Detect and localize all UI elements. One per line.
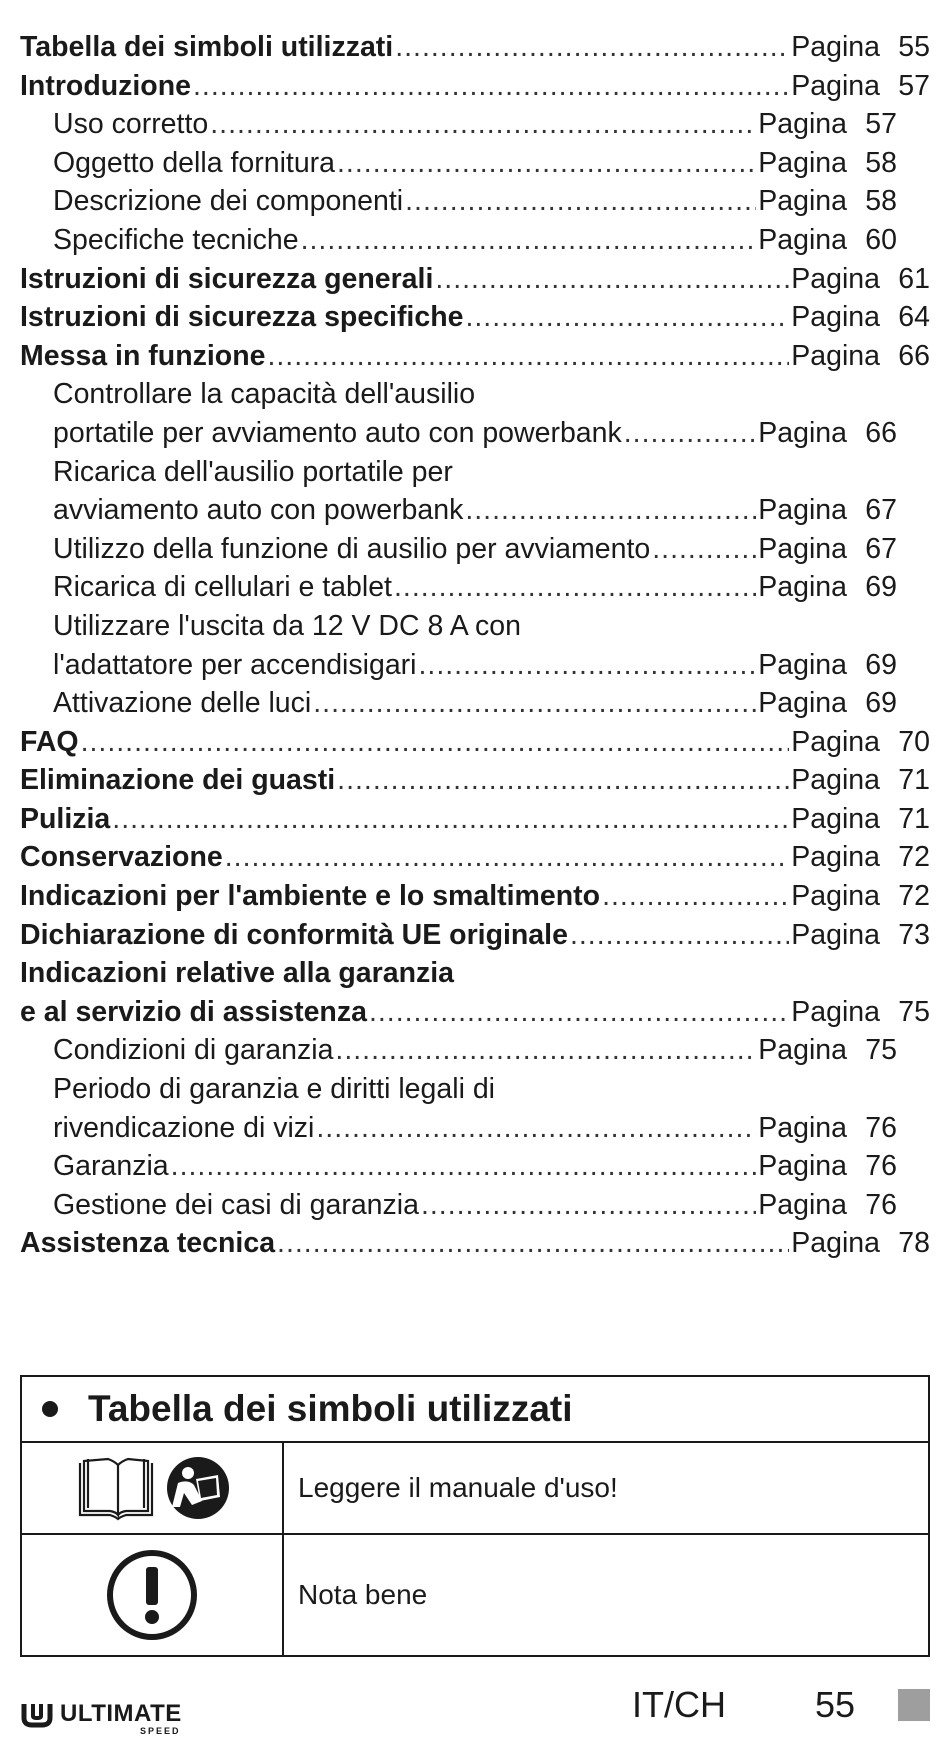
toc-page-number: 69	[865, 687, 897, 720]
toc-entry	[20, 646, 930, 685]
toc-page-ref	[758, 491, 897, 530]
toc-page-number: 78	[898, 1227, 930, 1260]
toc-page-ref	[791, 993, 930, 1032]
toc-entry	[20, 298, 930, 337]
toc-entry	[20, 607, 930, 646]
symbol-description: Leggere il manuale d'uso!	[298, 1472, 618, 1503]
toc-leader-dots	[570, 916, 789, 955]
toc-entry-title: Indicazioni per l'ambiente e lo smaltimento	[20, 880, 601, 913]
toc-entry-title: Oggetto della fornitura	[53, 146, 336, 179]
toc-leader-dots	[301, 221, 757, 260]
toc-entry	[20, 800, 930, 839]
symbol-icon-cell	[22, 1443, 284, 1533]
toc-page-word: Pagina	[791, 725, 880, 758]
toc-page-number: 55	[898, 31, 930, 63]
toc-entry-title: Conservazione	[20, 841, 223, 874]
toc-page-word: Pagina	[758, 1034, 847, 1067]
toc-entry-title: Tabella dei simboli utilizzati	[20, 31, 394, 63]
toc-entry-title: Periodo di garanzia e diritti legali di	[53, 1073, 496, 1106]
toc-page-word: Pagina	[758, 108, 847, 141]
toc-entry-title: Assistenza tecnica	[20, 1227, 276, 1260]
toc-entry-title: Introduzione	[20, 69, 191, 102]
toc-entry	[20, 375, 930, 414]
toc-page-word: Pagina	[758, 185, 847, 218]
toc-entry	[20, 1224, 930, 1263]
toc-page-word: Pagina	[758, 1111, 847, 1144]
toc-leader-dots	[419, 646, 757, 685]
toc-entry-title: Controllare la capacità dell'ausilio	[53, 378, 476, 411]
toc-leader-dots	[267, 337, 789, 376]
symbol-description: Nota bene	[298, 1579, 428, 1610]
toc-page-word: Pagina	[791, 339, 880, 372]
toc-page-ref	[758, 1147, 897, 1186]
toc-page-word: Pagina	[758, 223, 847, 256]
toc-entry-title: Messa in funzione	[20, 339, 266, 372]
toc-page-ref	[791, 761, 930, 800]
toc-entry-title: Dichiarazione di conformità UE originale	[20, 918, 568, 951]
toc-page-ref	[758, 530, 897, 569]
toc-page-number: 57	[898, 69, 930, 102]
toc-page-ref	[791, 1224, 930, 1263]
toc-leader-dots	[337, 761, 789, 800]
bullet-icon	[42, 1401, 58, 1417]
toc-entry	[20, 568, 930, 607]
toc-page-number: 75	[898, 995, 930, 1028]
symbols-table	[20, 1375, 930, 1657]
toc-entry-title: rivendicazione di vizi	[53, 1111, 315, 1144]
toc-leader-dots	[81, 723, 790, 762]
toc-entry-title: e al servizio di assistenza	[20, 995, 367, 1028]
toc-page-ref	[758, 1109, 897, 1148]
toc-page-word: Pagina	[758, 494, 847, 527]
table-of-contents	[20, 28, 930, 1263]
toc-page-number: 57	[865, 108, 897, 141]
toc-page-ref	[758, 221, 897, 260]
toc-leader-dots	[421, 1186, 756, 1225]
toc-page-ref	[791, 28, 930, 67]
symbols-table-title: Tabella dei simboli utilizzati	[88, 1388, 573, 1429]
toc-entry-title: l'adattatore per accendisigari	[53, 648, 417, 681]
toc-page-number: 73	[898, 918, 930, 951]
toc-page-number: 75	[865, 1034, 897, 1067]
toc-page-word: Pagina	[791, 262, 880, 295]
toc-page-ref	[758, 646, 897, 685]
toc-entry-title: Attivazione delle luci	[53, 687, 312, 720]
toc-entry-title: Pulizia	[20, 802, 111, 835]
toc-page-number: 72	[898, 880, 930, 913]
toc-entry	[20, 491, 930, 530]
toc-page-number: 67	[865, 532, 897, 565]
toc-entry	[20, 993, 930, 1032]
brand-name: ULTIMATE	[60, 1700, 182, 1727]
toc-entry	[20, 67, 930, 106]
toc-entry	[20, 761, 930, 800]
toc-page-word: Pagina	[791, 918, 880, 951]
toc-page-word: Pagina	[758, 687, 847, 720]
toc-page-word: Pagina	[758, 532, 847, 565]
toc-page-number: 76	[865, 1188, 897, 1221]
toc-page-word: Pagina	[791, 1227, 880, 1260]
ultimate-logo-icon	[20, 1700, 54, 1728]
toc-page-ref	[758, 684, 897, 723]
toc-page-ref	[758, 568, 897, 607]
toc-page-word: Pagina	[758, 146, 847, 179]
symbol-icon-cell	[22, 1535, 284, 1655]
toc-leader-dots	[193, 67, 789, 106]
toc-page-word: Pagina	[791, 764, 880, 797]
symbols-table-header	[22, 1377, 928, 1443]
toc-page-number: 69	[865, 571, 897, 604]
toc-entry-title: Eliminazione dei guasti	[20, 764, 336, 797]
toc-entry	[20, 838, 930, 877]
toc-entry-title: Utilizzare l'uscita da 12 V DC 8 A con	[53, 609, 521, 642]
toc-page-number: 64	[898, 301, 930, 334]
toc-entry-title: avviamento auto con powerbank	[53, 494, 464, 527]
toc-leader-dots	[316, 1109, 756, 1148]
toc-entry	[20, 1070, 930, 1109]
toc-page-ref	[758, 144, 897, 183]
toc-leader-dots	[335, 1031, 756, 1070]
toc-leader-dots	[171, 1147, 757, 1186]
toc-page-ref	[791, 877, 930, 916]
toc-entry	[20, 954, 930, 993]
toc-page-number: 61	[898, 262, 930, 295]
toc-entry	[20, 453, 930, 492]
toc-entry-title: Descrizione dei componenti	[53, 185, 404, 218]
toc-page-word: Pagina	[758, 571, 847, 604]
toc-leader-dots	[210, 105, 756, 144]
toc-page-ref	[791, 260, 930, 299]
toc-page-number: 71	[898, 802, 930, 835]
toc-entry-title: FAQ	[20, 725, 79, 758]
toc-page-number: 66	[865, 416, 897, 449]
toc-page-ref	[791, 838, 930, 877]
toc-leader-dots	[624, 414, 756, 453]
toc-page-number: 60	[865, 223, 897, 256]
toc-entry-title: Ricarica di cellulari e tablet	[53, 571, 392, 604]
toc-entry-title: Istruzioni di sicurezza generali	[20, 262, 434, 295]
toc-page-ref	[758, 182, 897, 221]
toc-entry	[20, 723, 930, 762]
toc-page-ref	[791, 800, 930, 839]
toc-entry	[20, 105, 930, 144]
toc-entry	[20, 530, 930, 569]
toc-page-word: Pagina	[791, 31, 880, 63]
toc-entry-title: Condizioni di garanzia	[53, 1034, 334, 1067]
toc-entry-title: Utilizzo della funzione di ausilio per avviamento	[53, 532, 651, 565]
toc-entry	[20, 182, 930, 221]
toc-page-word: Pagina	[791, 802, 880, 835]
toc-entry	[20, 1186, 930, 1225]
toc-page-number: 58	[865, 185, 897, 218]
toc-entry-title: Gestione dei casi di garanzia	[53, 1188, 419, 1221]
toc-entry	[20, 337, 930, 376]
toc-page-word: Pagina	[791, 880, 880, 913]
toc-page-number: 66	[898, 339, 930, 372]
toc-entry	[20, 877, 930, 916]
toc-entry-title: Indicazioni relative alla garanzia	[20, 957, 454, 990]
toc-page-word: Pagina	[758, 648, 847, 681]
toc-leader-dots	[602, 877, 789, 916]
toc-entry	[20, 260, 930, 299]
toc-entry	[20, 916, 930, 955]
symbol-row	[22, 1443, 928, 1535]
toc-entry	[20, 1031, 930, 1070]
toc-entry	[20, 221, 930, 260]
toc-page-ref	[758, 414, 897, 453]
toc-entry	[20, 1147, 930, 1186]
toc-leader-dots	[405, 182, 756, 221]
toc-leader-dots	[313, 684, 756, 723]
toc-page-word: Pagina	[791, 841, 880, 874]
toc-page-number: 72	[898, 841, 930, 874]
toc-leader-dots	[337, 144, 756, 183]
page-marker-square	[898, 1689, 930, 1721]
toc-page-word: Pagina	[758, 1150, 847, 1183]
toc-page-number: 67	[865, 494, 897, 527]
toc-leader-dots	[435, 260, 789, 299]
toc-page-word: Pagina	[758, 416, 847, 449]
toc-page-ref	[758, 1031, 897, 1070]
toc-page-number: 71	[898, 764, 930, 797]
toc-leader-dots	[225, 838, 790, 877]
toc-page-word: Pagina	[791, 301, 880, 334]
brand-subtitle: SPEED	[140, 1726, 181, 1736]
toc-entry-title: portatile per avviamento auto con powerbank	[53, 416, 622, 449]
toc-page-ref	[758, 105, 897, 144]
toc-page-ref	[791, 67, 930, 106]
toc-page-number: 58	[865, 146, 897, 179]
toc-leader-dots	[465, 491, 756, 530]
toc-entry	[20, 144, 930, 183]
region-code: IT/CH	[632, 1684, 726, 1725]
toc-leader-dots	[652, 530, 756, 569]
toc-entry	[20, 1109, 930, 1148]
toc-page-ref	[791, 337, 930, 376]
page-number: 55	[815, 1684, 856, 1725]
toc-entry-title: Ricarica dell'ausilio portatile per	[53, 455, 453, 488]
toc-page-ref	[791, 298, 930, 337]
toc-page-word: Pagina	[758, 1188, 847, 1221]
toc-entry	[20, 414, 930, 453]
brand-logo	[20, 1700, 182, 1736]
toc-entry	[20, 28, 930, 67]
toc-leader-dots	[277, 1224, 789, 1263]
toc-leader-dots	[369, 993, 789, 1032]
toc-page-number: 76	[865, 1150, 897, 1183]
toc-page-word: Pagina	[791, 69, 880, 102]
toc-entry	[20, 684, 930, 723]
toc-leader-dots	[465, 298, 789, 337]
exclamation-circle-icon	[104, 1547, 200, 1643]
toc-entry-title: Uso corretto	[53, 108, 209, 141]
toc-page-word: Pagina	[791, 995, 880, 1028]
toc-entry-title: Istruzioni di sicurezza specifiche	[20, 301, 464, 334]
manual-book-icon	[72, 1453, 232, 1523]
symbol-row	[22, 1535, 928, 1655]
toc-leader-dots	[112, 800, 789, 839]
toc-page-number: 70	[898, 725, 930, 758]
toc-leader-dots	[395, 28, 789, 67]
toc-page-number: 76	[865, 1111, 897, 1144]
toc-page-number: 69	[865, 648, 897, 681]
toc-page-ref	[791, 916, 930, 955]
toc-page-ref	[758, 1186, 897, 1225]
toc-page-ref	[791, 723, 930, 762]
toc-entry-title: Specifiche tecniche	[53, 223, 299, 256]
toc-leader-dots	[394, 568, 756, 607]
toc-entry-title: Garanzia	[53, 1150, 169, 1183]
